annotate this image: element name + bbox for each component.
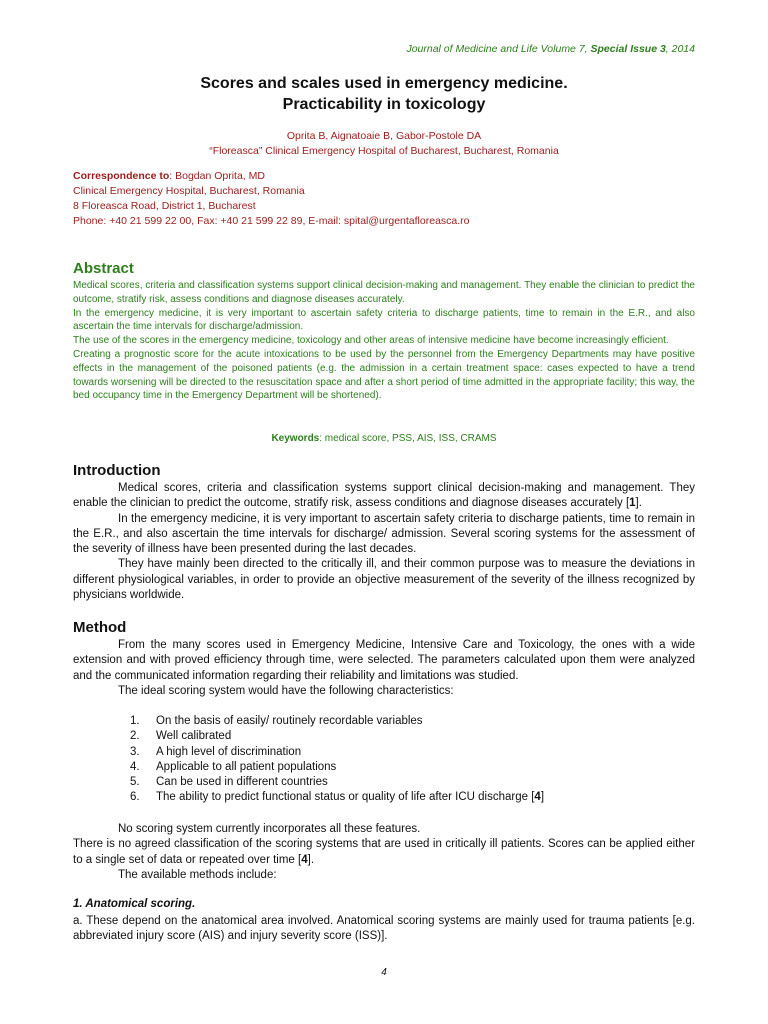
list-number: 6. bbox=[130, 791, 140, 804]
list-text: A high level of discrimination bbox=[156, 745, 302, 758]
title-line-1: Scores and scales used in emergency medicine. bbox=[200, 75, 568, 92]
method-paragraph bbox=[73, 837, 695, 868]
list-text: On the basis of easily/ routinely recordable variables bbox=[156, 715, 423, 727]
journal-special-issue: Special Issue 3 bbox=[590, 43, 666, 55]
intro-paragraph: In the emergency medicine, it is very important to ascertain safety criteria to discharge patients, time to remain in the E.R., and also ascertain the time intervals for discharge/ admission. Several scoring systems for the assessment of the severity of illness have been presented during the last decades. bbox=[73, 512, 695, 556]
correspondence-institution: Clinical Emergency Hospital, Bucharest, Romania bbox=[73, 185, 305, 197]
correspondence-address: 8 Floreasca Road, District 1, Bucharest bbox=[73, 200, 256, 212]
method-paragraph: The available methods include: bbox=[118, 868, 277, 881]
correspondence-name: : Bogdan Oprita, MD bbox=[169, 170, 265, 182]
list-item bbox=[130, 714, 544, 729]
intro-paragraph: They have mainly been directed to the critically ill, and their common purpose was to measure the deviations in different physiological variables, in order to provide an objective measurement of the severity of the illness recognized by physicians worldwide. bbox=[73, 558, 695, 602]
list-number: 3. bbox=[130, 745, 140, 758]
list-number: 2. bbox=[130, 730, 140, 743]
page-number: 4 bbox=[381, 967, 387, 978]
abstract-heading: Abstract bbox=[73, 260, 134, 277]
list-text: The ability to predict functional status or quality of life after ICU discharge [ bbox=[156, 791, 535, 804]
method-paragraph: The ideal scoring system would have the following characteristics: bbox=[118, 684, 454, 697]
keywords-line bbox=[73, 433, 695, 444]
list-text: Can be used in different countries bbox=[156, 776, 328, 789]
journal-year: , 2014 bbox=[665, 43, 695, 55]
list-item bbox=[130, 760, 544, 775]
abstract-paragraph: Creating a prognostic score for the acute intoxications to be used by the personnel from the Emergency Departments may have positive effects in the management of the poisoned patients (e.g. the admission in a certain treatment space: cases expected to have a trend towards worsening will be directed to the resuscitation space and after a short period of time admitted in the appropriate facility; this way, the bed occupancy time in the Emergency Department will be shortened). bbox=[73, 348, 695, 402]
list-item bbox=[130, 790, 544, 805]
author-affiliation: “Floreasca” Clinical Emergency Hospital of Bucharest, Bucharest, Romania bbox=[209, 145, 559, 157]
keywords-label: Keywords bbox=[271, 433, 320, 444]
intro-paragraph bbox=[73, 481, 695, 512]
list-item bbox=[130, 745, 544, 760]
method-body-continued bbox=[73, 822, 695, 883]
list-number: 1. bbox=[130, 715, 140, 727]
correspondence-contact: Phone: +40 21 599 22 00, Fax: +40 21 599 22 89, E-mail: spital@urgentafloreasca.ro bbox=[73, 215, 470, 227]
list-number: 5. bbox=[130, 776, 140, 789]
citation-ref[interactable]: 4 bbox=[301, 853, 308, 866]
list-item bbox=[130, 729, 544, 744]
list-text: Applicable to all patient populations bbox=[156, 760, 337, 773]
abstract-paragraph: The use of the scores in the emergency medicine, toxicology and other areas of intensive medicine have become increasingly efficient. bbox=[73, 335, 669, 347]
citation-ref[interactable]: 1 bbox=[629, 497, 636, 510]
keywords-text: : medical score, PSS, AIS, ISS, CRAMS bbox=[319, 433, 497, 444]
list-number: 4. bbox=[130, 760, 140, 773]
method-heading: Method bbox=[73, 619, 127, 636]
citation-ref[interactable]: 4 bbox=[534, 791, 541, 804]
introduction-body bbox=[73, 481, 695, 603]
correspondence-label: Correspondence to bbox=[73, 170, 170, 182]
method-body bbox=[73, 638, 695, 699]
method-anatomical-body bbox=[73, 914, 695, 945]
characteristics-list bbox=[130, 714, 544, 806]
method-paragraph: a. These depend on the anatomical area involved. Anatomical scoring systems are mainly used for trauma patients [e.g. abbreviated injury score (AIS) and injury severity score (ISS)]. bbox=[73, 915, 695, 943]
correspondence-block bbox=[73, 169, 695, 229]
introduction-heading: Introduction bbox=[73, 462, 161, 479]
method-p4-end: ]. bbox=[307, 853, 315, 866]
subsection-heading: 1. Anatomical scoring. bbox=[73, 898, 196, 910]
abstract-body bbox=[73, 279, 695, 403]
journal-header bbox=[73, 43, 695, 55]
author-block bbox=[73, 129, 695, 159]
list-item bbox=[130, 775, 544, 790]
abstract-paragraph: In the emergency medicine, it is very important to ascertain safety criteria to discharge patients, time to remain in the E.R., and also ascertain the time intervals for discharge/admission. bbox=[73, 307, 695, 333]
intro-p1-text: Medical scores, criteria and classification systems support clinical decision-making and management. They enable the clinician to predict the outcome, stratify risk, assess conditions and diagnose diseases accurately [ bbox=[73, 482, 695, 510]
paper-title bbox=[73, 73, 695, 115]
title-line-2: Practicability in toxicology bbox=[282, 96, 486, 113]
method-paragraph: No scoring system currently incorporates all these features. bbox=[118, 823, 421, 835]
method-paragraph: From the many scores used in Emergency Medicine, Intensive Care and Toxicology, the ones with a wide extension and with proved efficiency through time, were selected. The parameters calculated upon them were analyzed and the communicated information regarding their reliability and limitations was studied. bbox=[73, 639, 695, 682]
method-p4-text: There is no agreed classification of the scoring systems that are used in critically ill patients. Scores can be applied either to a single set of data or repeated over time [ bbox=[73, 838, 695, 866]
intro-p1-end: ]. bbox=[635, 497, 642, 510]
list-text: Well calibrated bbox=[156, 730, 232, 743]
author-names: Oprita B, Aignatoaie B, Gabor-Postole DA bbox=[286, 130, 482, 142]
journal-name: Journal of Medicine and Life Volume 7, bbox=[406, 43, 591, 55]
abstract-paragraph: Medical scores, criteria and classification systems support clinical decision-making and management. They enable the clinician to predict the outcome, stratify risk, assess conditions and diagnose diseases accurately. bbox=[73, 280, 695, 305]
list-text-end: ] bbox=[540, 791, 545, 804]
